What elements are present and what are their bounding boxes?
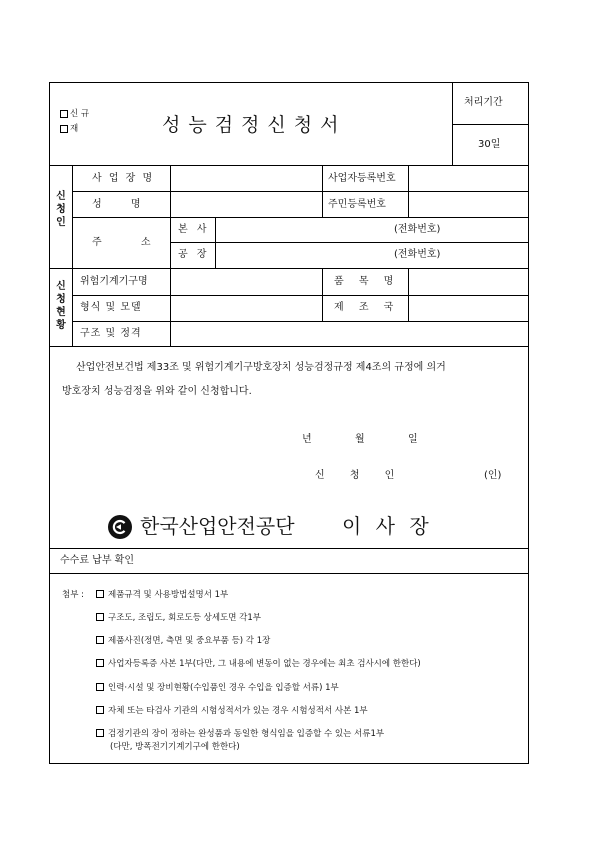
rule-row-1 <box>72 191 529 192</box>
rule-mid-applicant <box>322 165 323 217</box>
attachment-item: 검정기관의 장이 정하는 완성품과 동일한 형식임을 입증할 수 있는 서류1부 <box>96 729 384 739</box>
date-day: 일 <box>408 434 418 445</box>
seal-mark: (인) <box>484 470 502 481</box>
checkbox-re[interactable]: 재 <box>60 124 78 134</box>
agency-logo-icon <box>108 515 132 539</box>
rule-fee-bottom <box>49 573 529 574</box>
attachment-checkbox[interactable] <box>96 613 104 621</box>
attachment-checkbox[interactable] <box>96 729 104 737</box>
head-office-field[interactable] <box>217 219 527 240</box>
spec-label: 구조 및 정격 <box>80 328 142 339</box>
factory-phone-label: (전화번호) <box>394 249 441 260</box>
rule-applicant-bottom <box>49 268 529 269</box>
attachment-item: 자체 또는 타검사 기관의 시험성적서가 있는 경우 시험성적서 사본 1부 <box>96 706 368 716</box>
rule-status-bottom <box>49 346 529 347</box>
processing-period-value: 30일 <box>478 139 501 150</box>
rule-body-bottom <box>49 548 529 549</box>
attachment-checkbox[interactable] <box>96 683 104 691</box>
machine-name-label: 위험기계기구명 <box>80 276 148 287</box>
applicant-section-label: 신청인 <box>56 191 66 228</box>
model-field[interactable] <box>172 297 320 319</box>
attachment-checkbox[interactable] <box>96 706 104 714</box>
head-office-phone-label: (전화번호) <box>394 224 441 235</box>
attachment-item: 제품사진(정면, 측면 및 중요부품 등) 각 1장 <box>96 636 270 646</box>
attachment-item: 사업자등록증 사본 1부(다만, 그 내용에 변동이 없는 경우에는 최초 검사시에 한한다) <box>96 659 421 669</box>
attachment-item: 제품규격 및 사용방법설명서 1부 <box>96 590 228 600</box>
rule-value-applicant <box>408 165 409 217</box>
agency-head: 이 사 장 <box>342 514 429 538</box>
item-name-field[interactable] <box>410 270 527 293</box>
attachment-checkbox[interactable] <box>96 636 104 644</box>
rule-label-column <box>170 165 171 346</box>
business-reg-field[interactable] <box>410 167 527 189</box>
business-reg-label: 사업자등록번호 <box>328 173 396 184</box>
processing-period-label: 처리기간 <box>464 97 503 108</box>
business-name-field[interactable] <box>172 167 320 189</box>
rule-mid-status <box>322 268 323 321</box>
rule-status-1 <box>72 295 529 296</box>
item-name-label: 품 목 명 <box>334 276 394 287</box>
fee-confirmation-label: 수수료 납부 확인 <box>60 555 134 566</box>
head-office-label: 본 사 <box>178 224 207 235</box>
attachment-checkbox[interactable] <box>96 659 104 667</box>
status-section-label: 신청현황 <box>56 281 66 331</box>
rule-processing-split <box>452 124 529 125</box>
factory-field[interactable] <box>217 244 527 266</box>
rule-status-2 <box>72 321 529 322</box>
rule-side-column <box>72 165 73 346</box>
statement-line-1: 산업안전보건법 제33조 및 위험기계기구방호장치 성능검정규정 제4조의 규정에 의거 <box>76 362 446 373</box>
applicant-signature-label: 신 청 인 <box>315 470 395 481</box>
model-label: 형식 및 모델 <box>80 302 142 313</box>
attachments-prefix: 첨부 : <box>62 590 84 600</box>
form-title: 성능검정신청서 <box>162 114 347 136</box>
attachment-item: 구조도, 조립도, 회로도등 상세도면 각1부 <box>96 613 261 623</box>
name-field[interactable] <box>172 193 320 215</box>
checkbox-new[interactable]: 신 규 <box>60 109 89 119</box>
rule-address-sub <box>215 217 216 268</box>
machine-name-field[interactable] <box>172 270 320 293</box>
agency-name: 한국산업안전공단 <box>140 514 295 538</box>
rule-header-bottom <box>49 165 529 166</box>
factory-label: 공 장 <box>178 249 207 260</box>
attachment-checkbox[interactable] <box>96 590 104 598</box>
name-label: 성 명 <box>92 199 141 210</box>
rule-processing-left <box>452 82 453 165</box>
resident-reg-field[interactable] <box>410 193 527 215</box>
rule-value-status <box>408 268 409 321</box>
address-label: 주 소 <box>92 237 151 248</box>
business-name-label: 사 업 장 명 <box>92 173 155 184</box>
date-year: 년 <box>302 434 312 445</box>
rule-row-address <box>170 242 529 243</box>
attachment-note: (다만, 방폭전기기계기구에 한한다) <box>110 742 240 752</box>
date-month: 월 <box>355 434 365 445</box>
statement-line-2: 방호장치 성능검정을 위와 같이 신청합니다. <box>62 386 252 397</box>
resident-reg-label: 주민등록번호 <box>328 199 386 210</box>
checkbox-re-box[interactable] <box>60 125 68 133</box>
spec-field[interactable] <box>172 323 527 344</box>
country-label: 제 조 국 <box>334 302 394 313</box>
country-field[interactable] <box>410 297 527 319</box>
attachment-item: 인력·시설 및 장비현황(수입품인 경우 수입을 입증할 서류) 1부 <box>96 683 339 693</box>
checkbox-new-box[interactable] <box>60 110 68 118</box>
rule-row-2 <box>72 217 529 218</box>
